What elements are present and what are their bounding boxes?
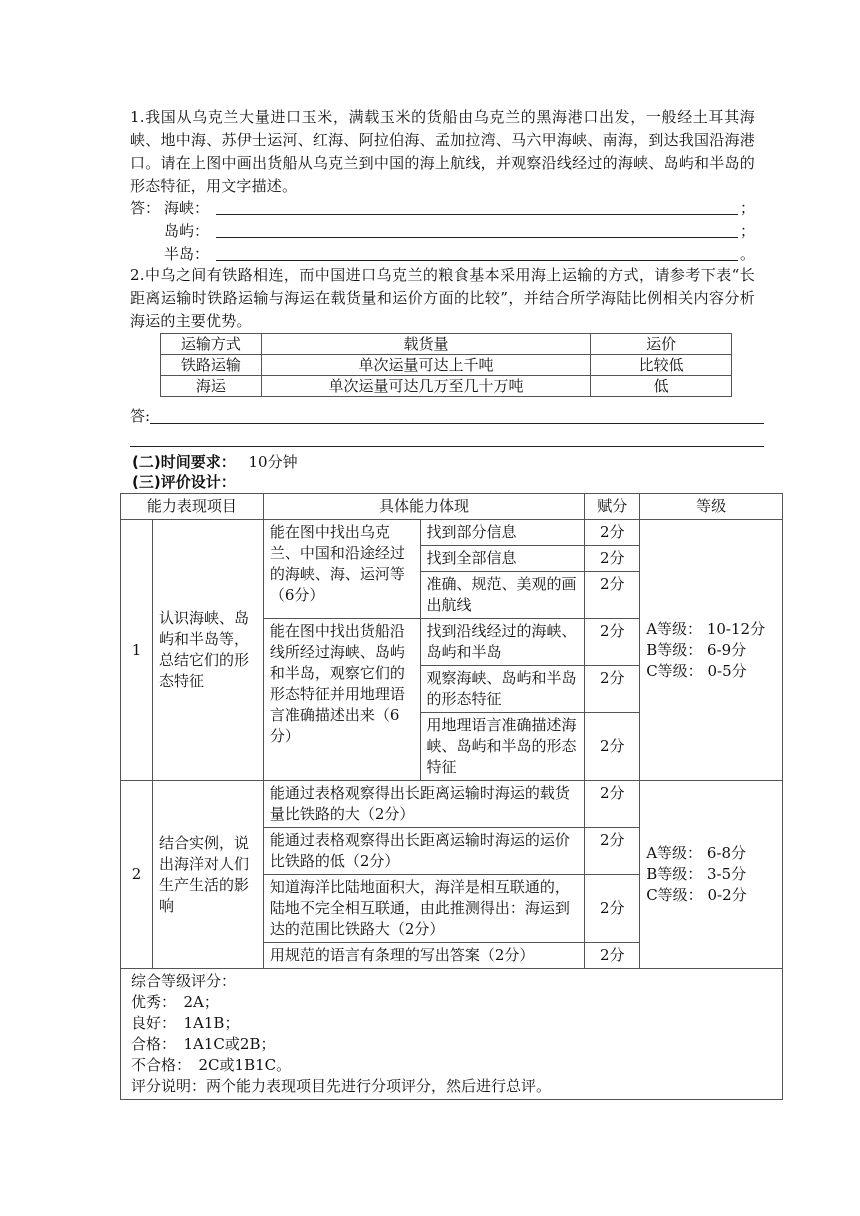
summary-pass: 合格： 1A1C或2B； [131,1035,276,1053]
eval-header-cell: 赋分 [585,494,640,520]
table-cell: 比较低 [591,355,732,376]
grade-label: B等级： [646,640,703,659]
score-cell: 2分 [585,713,640,781]
island-semicolon: ； [740,222,756,240]
ability-detail: 知道海洋比陆地面积大，海洋是相互联通的，陆地不完全相互联通，由此推测得出：海运到达的范围比铁路大（2分） [263,875,584,943]
grade-label: C等级： [646,661,703,680]
grade-cell [640,520,783,781]
table-cell: 单次运量可达几万至几十万吨 [261,376,590,397]
eval-header-row [121,494,783,520]
summary-fail: 不合格： 2C或1B1C。 [131,1056,292,1074]
grade-line [646,661,776,682]
eval-header-cell: 能力表现项目 [121,494,264,520]
question-1-text: 1.我国从乌克兰大量进口玉米，满载玉米的货船由乌克兰的黑海港口出发，一般经土耳其海峡、地中海、苏伊士运河、红海、阿拉伯海、孟加拉湾、马六甲海峡、南海，到达我国沿海港口。请在上图中画出货船从乌克兰到中国的海上航线，并观察沿线经过的海峡、岛屿和半岛的形态特征，用文字描述。 [130,108,755,195]
item-number: 1 [121,520,153,781]
evaluation-table [120,493,783,1100]
time-requirement-value: 10分钟 [248,453,298,471]
island-answer-line[interactable] [216,237,738,238]
answer-prefix-1: 答： [130,199,161,217]
strait-label: 海峡： [164,199,210,217]
score-cell: 2分 [585,875,640,943]
item-name: 结合实例，说出海洋对人们生产生活的影响 [152,781,263,969]
score-cell: 2分 [585,943,640,969]
question-2-text: 2.中乌之间有铁路相连，而中国进口乌克兰的粮食基本采用海上运输的方式，请参考下表“长距离运输时铁路运输与海运在载货量和运价方面的比较”，并结合所学海陆比例相关内容分析海运的主要优势。 [130,266,755,330]
time-requirement-label: (二)时间要求： [132,453,236,471]
ability-detail: 能通过表格观察得出长距离运输时海运的运价比铁路的低（2分） [263,828,584,875]
summary-title: 综合等级评分： [131,972,237,990]
grade-line [646,864,776,885]
summary-note: 评分说明：两个能力表现项目先进行分项评分，然后进行总评。 [131,1077,552,1095]
item-number: 2 [121,781,153,969]
summary-row [121,969,783,1100]
ability-detail: 用规范的语言有条理的写出答案（2分） [263,943,584,969]
table-header-row [161,334,732,355]
table-row [121,520,783,546]
summary-cell [121,969,783,1100]
ability-detail: 找到部分信息 [420,520,585,546]
grade-label: C等级： [646,886,703,904]
table-row [161,376,732,397]
grade-label: A等级： [646,844,703,862]
island-label: 岛屿： [164,222,210,240]
ability-detail: 准确、规范、美观的画出航线 [420,572,585,619]
table-cell: 低 [591,376,732,397]
ability-detail: 观察海峡、岛屿和半岛的形态特征 [420,666,585,713]
eval-header-cell: 等级 [640,494,783,520]
grade-label: B等级： [646,865,703,883]
ability-detail: 能通过表格观察得出长距离运输时海运的载货量比铁路的大（2分） [263,781,584,828]
table-cell: 海运 [161,376,262,397]
transport-comparison-table [160,333,732,397]
ability-group: 能在图中找出乌克兰、中国和沿途经过的海峡、海、运河等（6分） [263,520,420,619]
score-cell: 2分 [585,619,640,666]
ability-group: 能在图中找出货船沿线所经过海峡、岛屿和半岛，观察它们的形态特征并用地理语言准确描述出来（6分） [263,619,420,781]
grade-range: 3-5分 [707,865,747,883]
score-cell: 2分 [585,828,640,875]
peninsula-label: 半岛： [164,245,210,263]
score-cell: 2分 [585,572,640,619]
grade-line [646,885,776,906]
table-header-cell: 运输方式 [161,334,262,355]
grade-range: 0-2分 [707,886,747,904]
grade-label: A等级： [646,619,703,638]
item-name: 认识海峡、岛屿和半岛等，总结它们的形态特征 [152,520,263,781]
grade-range: 6-9分 [707,640,747,659]
grade-line [646,640,776,661]
grade-range: 0-5分 [707,661,747,680]
grade-range: 6-8分 [706,844,746,862]
answer-prefix-2: 答: [130,407,151,425]
table-header-cell: 载货量 [261,334,590,355]
eval-design-title: (三)评价设计： [132,473,236,491]
peninsula-answer-line[interactable] [216,260,738,261]
q2-answer-line-2[interactable] [130,446,764,447]
score-cell: 2分 [585,666,640,713]
table-cell: 单次运量可达上千吨 [261,355,590,376]
table-cell: 铁路运输 [161,355,262,376]
strait-answer-line[interactable] [216,214,738,215]
peninsula-period: 。 [740,245,756,263]
grade-range: 10-12分 [706,619,766,638]
q2-answer-line-1[interactable] [150,423,764,424]
eval-header-cell: 具体能力体现 [263,494,584,520]
ability-detail: 找到沿线经过的海峡、岛屿和半岛 [420,619,585,666]
summary-excellent: 优秀： 2A； [131,993,219,1011]
ability-detail: 找到全部信息 [420,546,585,572]
summary-good: 良好： 1A1B； [131,1014,240,1032]
ability-detail: 用地理语言准确描述海峡、岛屿和半岛的形态特征 [420,713,585,781]
score-cell: 2分 [585,520,640,546]
table-row [161,355,732,376]
grade-cell [640,781,783,969]
strait-semicolon: ； [740,199,756,217]
table-row [121,781,783,828]
grade-line [646,843,776,864]
score-cell: 2分 [585,781,640,828]
table-header-cell: 运价 [591,334,732,355]
time-requirement [132,452,298,473]
grade-line [646,619,776,640]
score-cell: 2分 [585,546,640,572]
